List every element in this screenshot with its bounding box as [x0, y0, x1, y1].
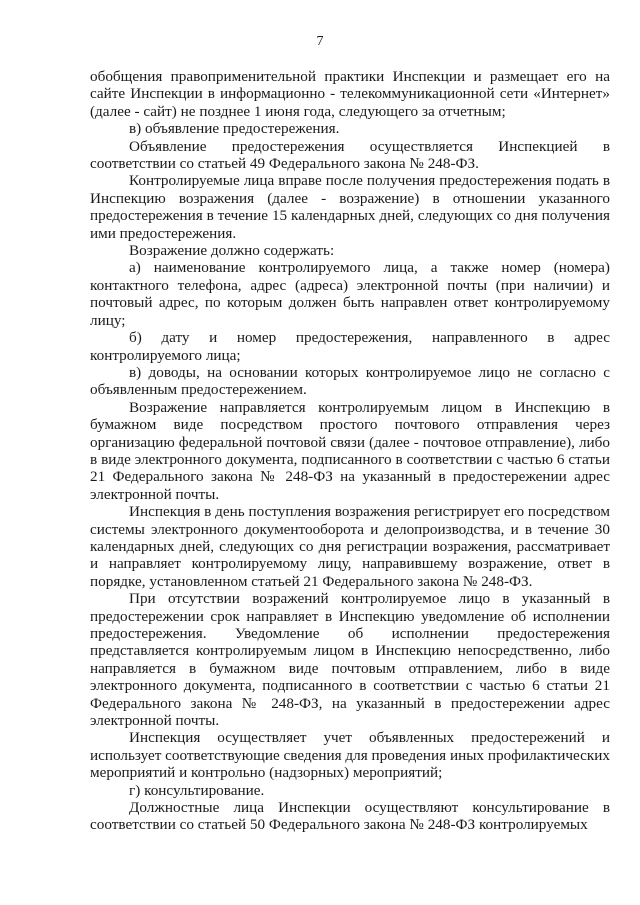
paragraph-objection-item-b: б) дату и номер предостережения, направленного в адрес контролируемого лица;: [90, 329, 610, 364]
document-body: [90, 68, 610, 834]
paragraph-item-g-consulting: г) консультирование.: [129, 781, 265, 799]
paragraph-objection-delivery: Возражение направляется контролируемым лицом в Инспекцию в бумажном виде посредством простого почтового отправления через организацию федеральной почтовой связи (далее - почтовое отправление), либо в виде электронного документа, подписанного в соответствии с частью 6 статьи 21 Федерального закона № 248-ФЗ на указанный в предостережении адрес электронной почты.: [90, 398, 610, 503]
paragraph-objection-item-a: а) наименование контролируемого лица, а также номер (номера) контактного телефона, адрес (адреса) электронной почты (при наличии) и почтовый адрес, по которым должен быть направлен ответ контролируемому лицу;: [90, 259, 610, 329]
paragraph-objection-registration: Инспекция в день поступления возражения регистрирует его посредством системы электронного документооборота и делопроизводства, и в течение 30 календарных дней, следующих со дня регистрации возражения, рассматривает и направляет контролируемому лицу, направившему возражение, ответ в порядке, установленном статьей 21 Федерального закона № 248-ФЗ.: [90, 503, 610, 590]
paragraph-warnings-accounting: Инспекция осуществляет учет объявленных предостережений и использует соответствующие сведения для проведения иных профилактических мероприятий и контрольно (надзорных) мероприятий;: [90, 729, 610, 782]
paragraph-item-v-warning: в) объявление предостережения.: [129, 120, 340, 138]
paragraph-objection-right: Контролируемые лица вправе после получения предостережения подать в Инспекцию возражения (далее - возражение) в отношении указанного предостережения в течение 15 календарных дней, следующих со дня получения ими предостережения.: [90, 172, 610, 242]
paragraph-execution-notice: При отсутствии возражений контролируемое лицо в указанный в предостережении срок направляет в Инспекцию уведомление об исполнении предостережения. Уведомление об исполнении предостережения представляется контролируемым лицом в Инспекцию непосредственно, либо направляется в бумажном виде почтовым отправлением, либо в виде электронного документа, подписанного в соответствии с частью 6 статьи 21 Федерального закона № 248-ФЗ, на указанный в предостережении адрес электронной почты.: [90, 590, 610, 730]
paragraph-consulting-officials: Должностные лица Инспекции осуществляют консультирование в соответствии со статьей 50 Федерального закона № 248-ФЗ контролируемых: [90, 799, 610, 834]
paragraph-report-publication: обобщения правоприменительной практики Инспекции и размещает его на сайте Инспекции в информационно - телекоммуникационной сети «Интернет» (далее - сайт) не позднее 1 июня года, следующего за отчетным;: [90, 68, 610, 120]
paragraph-objection-item-v: в) доводы, на основании которых контролируемое лицо не согласно с объявленным предостережением.: [90, 363, 610, 399]
page-number: 7: [316, 34, 324, 49]
paragraph-objection-contents: Возражение должно содержать:: [129, 242, 335, 260]
paragraph-warning-declaration: Объявление предостережения осуществляется Инспекцией в соответствии со статьей 49 Федерального закона № 248-ФЗ.: [90, 137, 610, 173]
